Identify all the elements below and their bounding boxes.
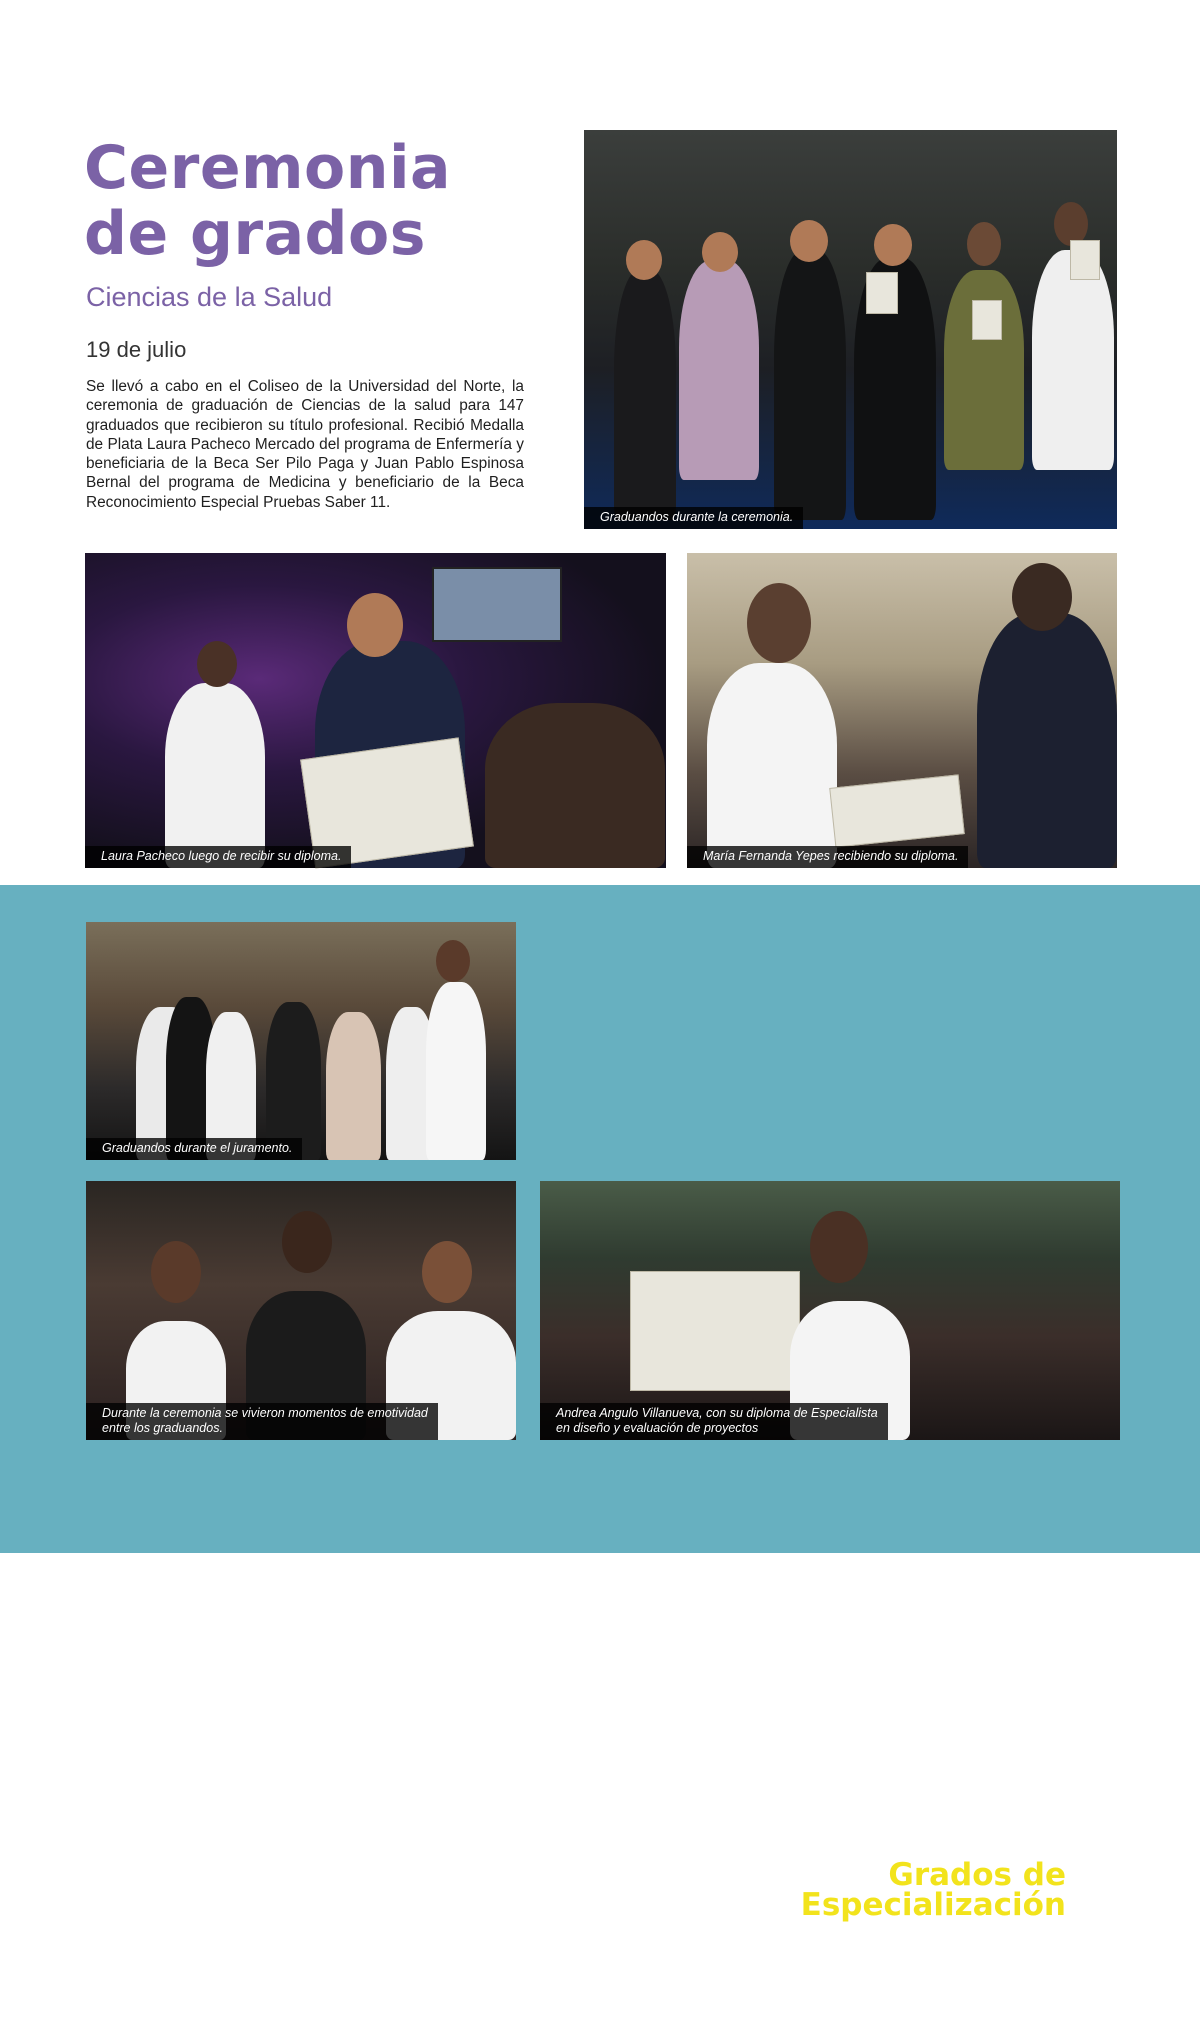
caption-line-1: Durante la ceremonia se vivieron momentos de emotividad [102,1406,428,1420]
photo-scene [584,130,1117,529]
top-section [0,0,1200,885]
section-title [800,1857,1066,1923]
event-date: 9 de agosto [949,1934,1064,1959]
photo-laura-pacheco [85,553,666,868]
bottom-section [0,885,1200,2041]
title-line-2: Especialización [800,1887,1066,1923]
photo-caption: María Fernanda Yepes recibiendo su diploma. [687,846,968,868]
article-body: Se llevó a cabo en el Coliseo de la Universidad del Norte, la ceremonia de graduación de Ciencias de la salud para 147 graduados que recibieron su título profesional. Recibió Medalla de Plata Laura Pacheco Mercado del programa de Enfermería y beneficiaria de la Beca Ser Pilo Paga y Juan Pablo Espinosa Bernal del programa de Medicina y beneficiario de la Beca Reconocimiento Especial Pruebas Saber 11. [86,378,524,511]
title-line-1: Grados de [888,1857,1066,1893]
photo-graduates-oath [86,922,516,1160]
caption-line-1: Andrea Angulo Villanueva, con su diploma de Especialista [556,1406,878,1420]
photo-caption [86,1403,438,1440]
title-line-1: Ceremonia [84,133,452,203]
caption-line-2: en diseño y evaluación de proyectos [556,1421,759,1435]
title-line-2: de grados [84,199,426,269]
photo-scene [85,553,666,868]
photo-scene [687,553,1117,868]
photo-caption: Graduandos durante el juramento. [86,1138,302,1160]
article-body: Le dimos la bienvenida a la comunidad de egresados a los 401 nuevos Especialistas que en ceremonia pública, que tomó lugar en el coliseo de la Universidad del Norte, recibieron sus títulos en las diferentes especializaciones. [571,1966,1064,2041]
page-title [84,135,564,267]
photo-scene [86,922,516,1160]
photo-caption: Graduandos durante la ceremonia. [584,507,803,529]
event-date: 19 de julio [86,337,187,362]
photo-caption [540,1403,888,1440]
photo-maria-fernanda [687,553,1117,868]
photo-caption: Laura Pacheco luego de recibir su diploma. [85,846,351,868]
photo-scene [540,1181,1120,1440]
caption-line-2: entre los graduandos. [102,1421,223,1435]
photo-andrea-angulo [540,1181,1120,1440]
photo-emotional-moments [86,1181,516,1440]
subtitle: Ciencias de la Salud [86,282,333,312]
photo-graduates-ceremony [584,130,1117,529]
photo-scene [86,1181,516,1440]
